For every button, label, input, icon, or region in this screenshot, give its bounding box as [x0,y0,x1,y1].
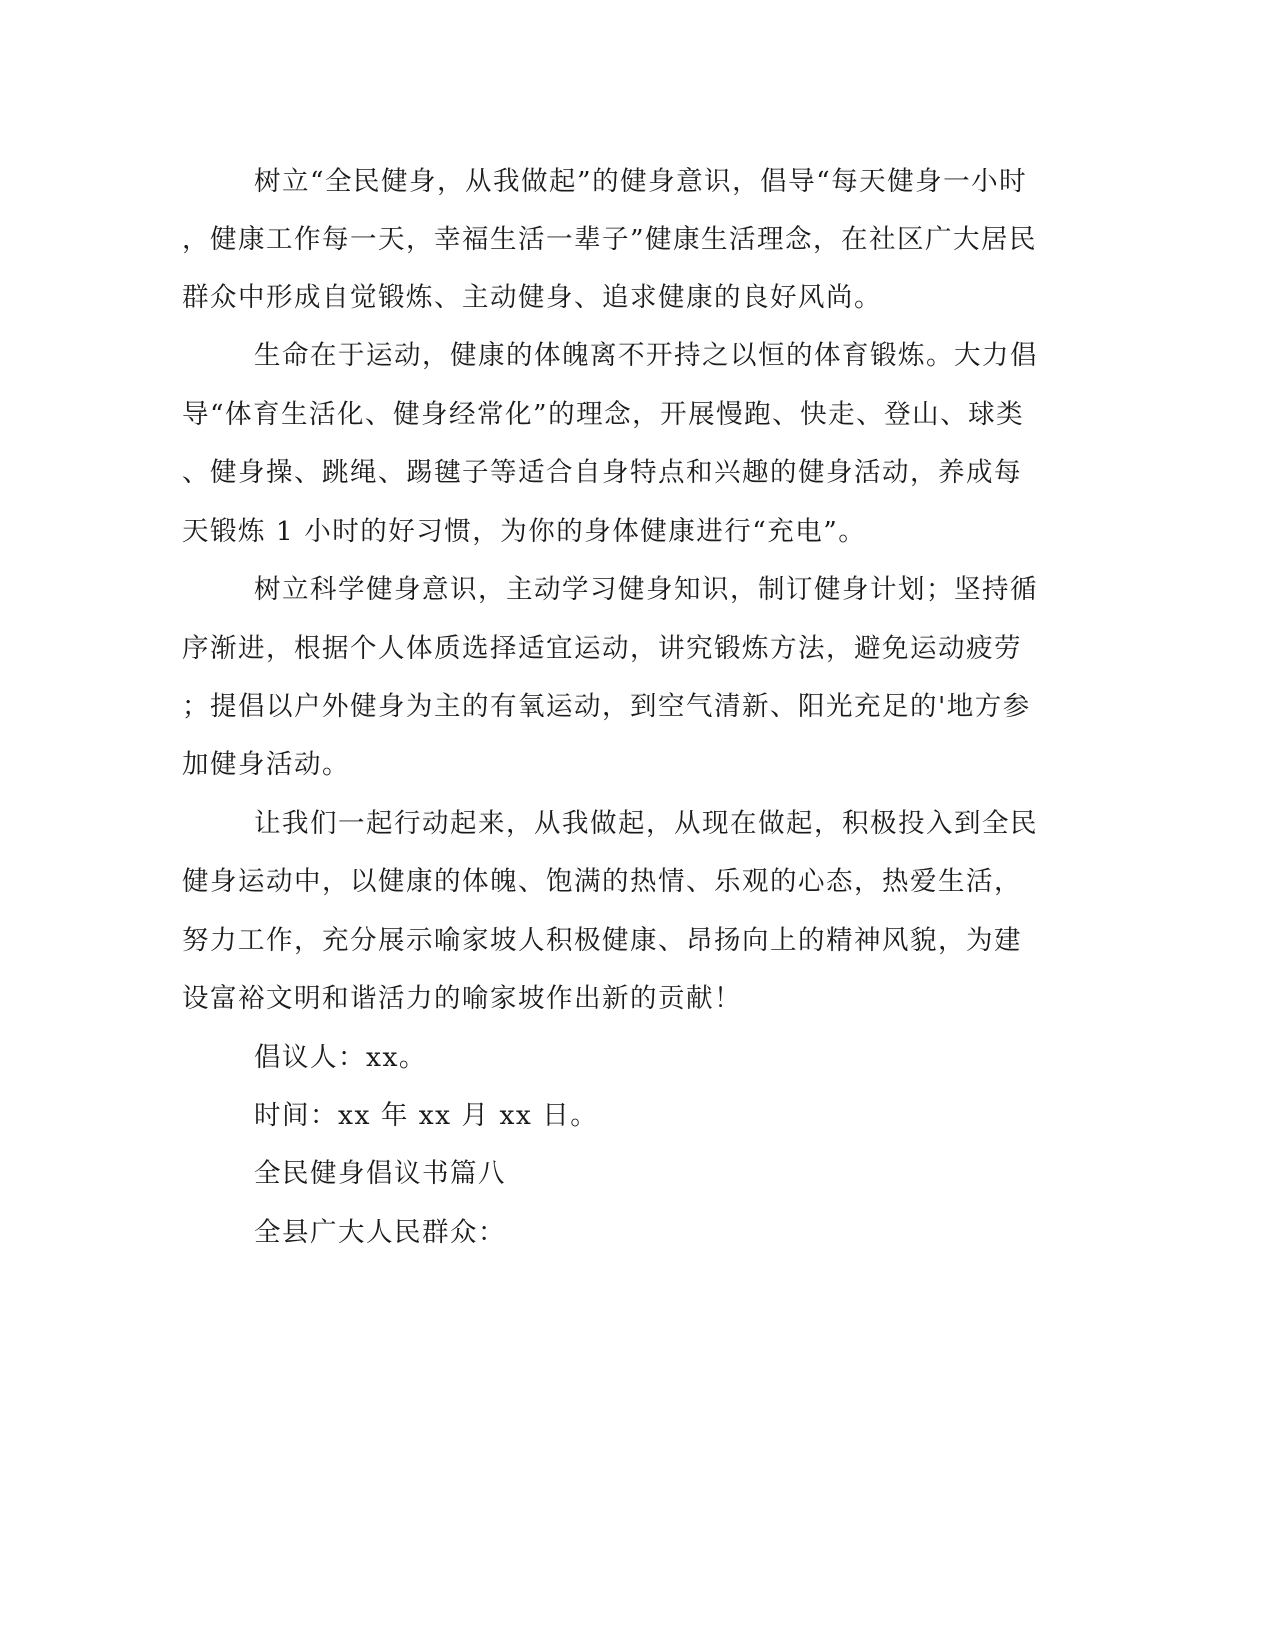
section-heading: 全民健身倡议书篇八 [254,1158,506,1189]
paragraph-3-line-1: 树立科学健身意识，主动学习健身知识，制订健身计划；坚持循 [254,574,1038,605]
date-line: 时间：xx 年 xx 月 xx 日。 [254,1100,599,1131]
salutation-line: 全县广大人民群众： [254,1217,506,1248]
paragraph-3-line-2: 序渐进，根据个人体质选择适宜运动，讲究锻炼方法，避免运动疲劳 [182,633,1022,664]
paragraph-2-line-3: 、健身操、跳绳、踢毽子等适合自身特点和兴趣的健身活动，养成每 [182,457,1022,488]
initiator-line: 倡议人：xx。 [254,1042,427,1073]
paragraph-2-line-2: 导“体育生活化、健身经常化”的理念，开展慢跑、快走、登山、球类 [182,399,1025,430]
paragraph-1-line-2: ，健康工作每一天，幸福生活一辈子”健康生活理念，在社区广大居民 [182,224,1038,255]
paragraph-2-line-1: 生命在于运动，健康的体魄离不开持之以恒的体育锻炼。大力倡 [254,340,1038,371]
paragraph-1-line-1: 树立“全民健身，从我做起”的健身意识，倡导“每天健身一小时 [254,166,1028,197]
paragraph-4-line-1: 让我们一起行动起来，从我做起，从现在做起，积极投入到全民 [254,808,1038,839]
paragraph-4-line-2: 健身运动中，以健康的体魄、饱满的热情、乐观的心态，热爱生活， [182,866,1022,897]
paragraph-4-line-4: 设富裕文明和谐活力的喻家坡作出新的贡献！ [182,983,742,1014]
paragraph-4-line-3: 努力工作，充分展示喻家坡人积极健康、昂扬向上的精神风貌，为建 [182,925,1022,956]
paragraph-1-line-3: 群众中形成自觉锻炼、主动健身、追求健康的良好风尚。 [182,282,882,313]
paragraph-3-line-4: 加健身活动。 [182,749,350,780]
paragraph-3-line-3: ；提倡以户外健身为主的有氧运动，到空气清新、阳光充足的'地方参 [182,691,1031,722]
paragraph-2-line-4: 天锻炼 1 小时的好习惯，为你的身体健康进行“充电”。 [182,516,867,547]
